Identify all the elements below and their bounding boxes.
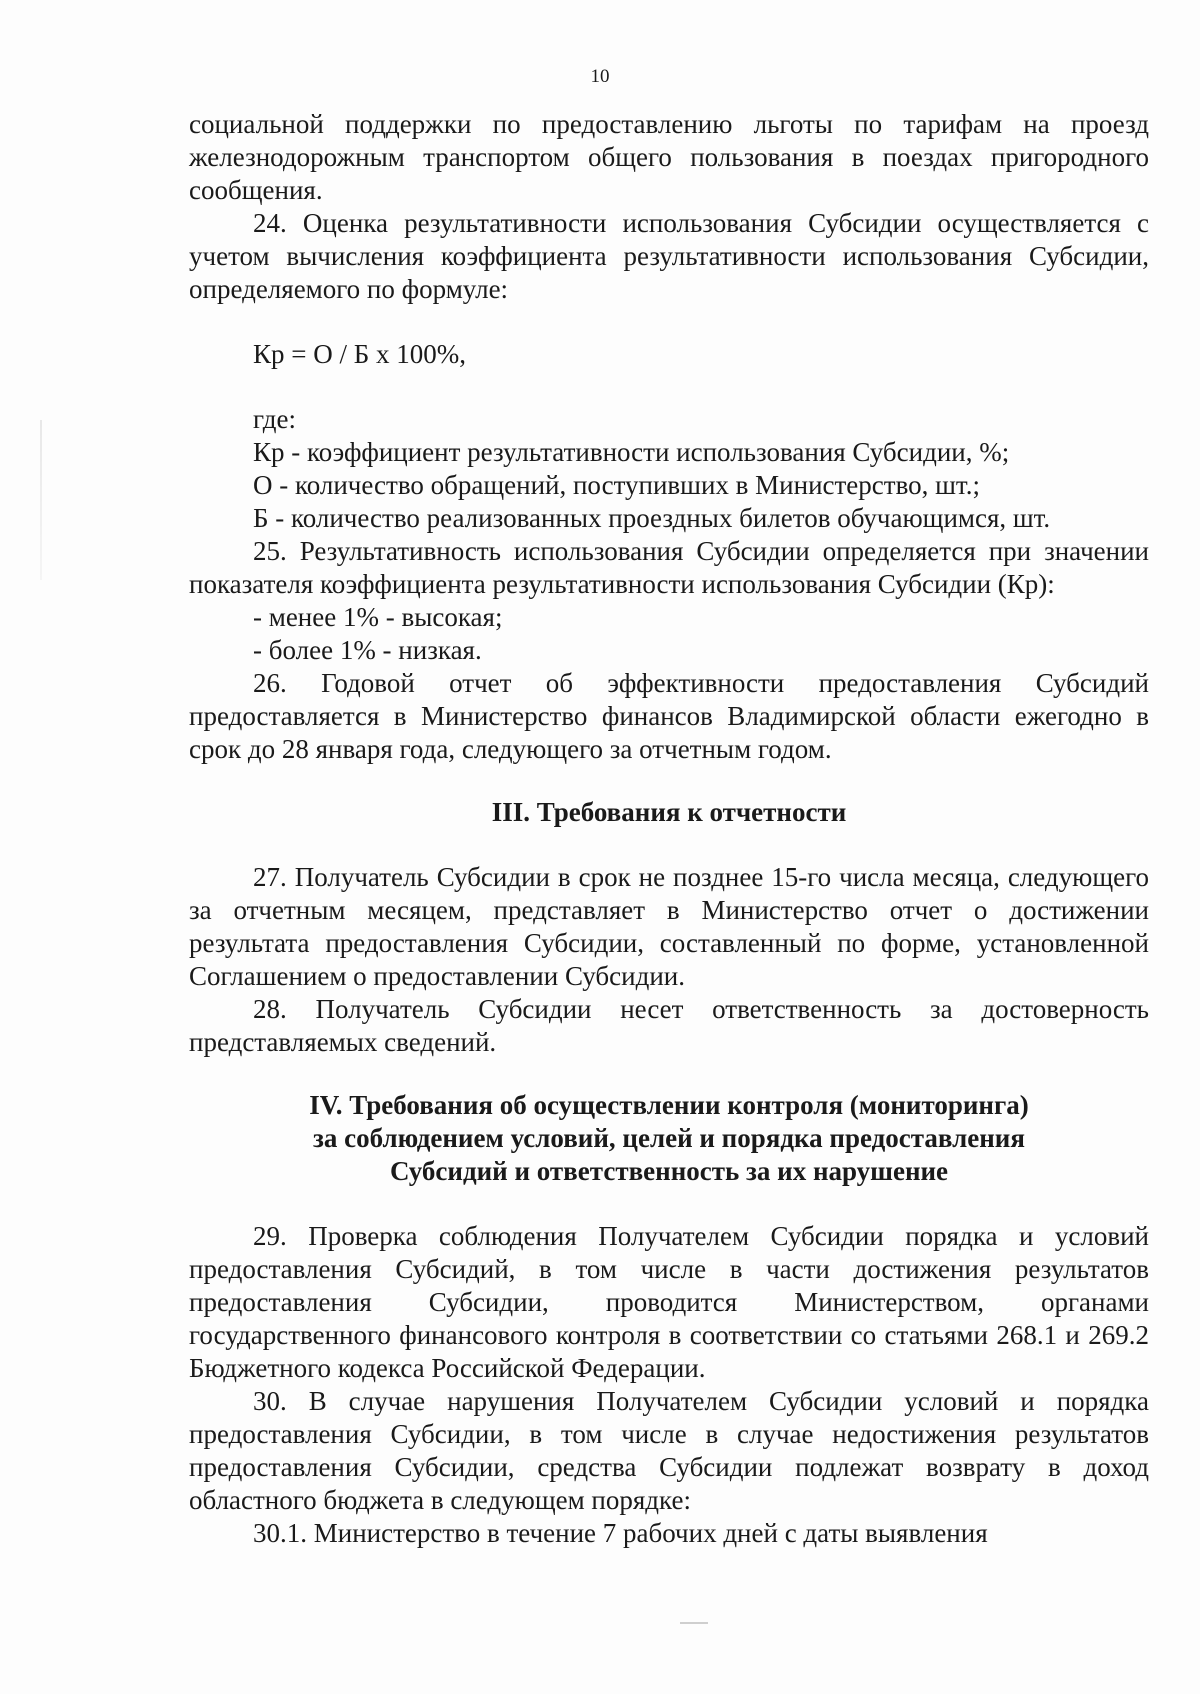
section-heading-3: III. Требования к отчетности — [491, 797, 847, 827]
paragraph-30-1: 30.1. Министерство в течение 7 рабочих дней с даты выявления — [253, 1518, 988, 1548]
formula-where: где: — [253, 404, 296, 434]
page-number: 10 — [590, 66, 610, 87]
paragraph-30: 30. В случае нарушения Получателем Субсидии условий и порядка предоставления Субсидии, в том числе в случае недостижения результатов предоставления Субсидии, средства Субсидии подлежат возврату в доход областного бюджета в следующем порядке: — [189, 1386, 1149, 1515]
paragraph-24: 24. Оценка результативности использования Субсидии осуществляется с учетом вычисления коэффициента результативности использования Субсидии, определяемого по формуле: — [189, 208, 1149, 304]
document-body — [189, 108, 1149, 1550]
section-heading-4 — [189, 1089, 1149, 1188]
section-heading-4-line-1: IV. Требования об осуществлении контроля (мониторинга) — [309, 1090, 1029, 1120]
section-heading-4-line-2: за соблюдением условий, целей и порядка предоставления — [313, 1123, 1025, 1153]
formula-term-o: О - количество обращений, поступивших в Министерство, шт.; — [253, 470, 980, 500]
scan-artifact — [40, 420, 42, 580]
list-item-less: - менее 1% - высокая; — [253, 602, 503, 632]
formula-term-b: Б - количество реализованных проездных билетов обучающимся, шт. — [253, 503, 1051, 533]
list-item-more: - более 1% - низкая. — [253, 635, 482, 665]
paragraph-26: 26. Годовой отчет об эффективности предоставления Субсидий предоставляется в Министерство финансов Владимирской области ежегодно в срок до 28 января года, следующего за отчетным годом. — [189, 668, 1149, 764]
formula: Кр = О / Б х 100%, — [253, 339, 466, 369]
section-heading-4-line-3: Субсидий и ответственность за их нарушение — [389, 1156, 949, 1186]
paragraph-27: 27. Получатель Субсидии в срок не позднее 15-го числа месяца, следующего за отчетным месяцем, представляет в Министерство отчет о достижении результата предоставления Субсидии, составленный по форме, установленной Соглашением о предоставлении Субсидии. — [189, 862, 1149, 991]
paragraph-29: 29. Проверка соблюдения Получателем Субсидии порядка и условий предоставления Субсидий, в том числе в части достижения результатов предоставления Субсидии, проводится Министерством, органами государственного финансового контроля в соответствии со статьями 268.1 и 269.2 Бюджетного кодекса Российской Федерации. — [189, 1221, 1149, 1383]
paragraph-25: 25. Результативность использования Субсидии определяется при значении показателя коэффициента результативности использования Субсидии (Кр): — [189, 536, 1149, 599]
paragraph-continuation: социальной поддержки по предоставлению льготы по тарифам на проезд железнодорожным транспортом общего пользования в поездах пригородного сообщения. — [189, 109, 1149, 205]
paragraph-28: 28. Получатель Субсидии несет ответственность за достоверность представляемых сведений. — [189, 994, 1149, 1057]
formula-term-kr: Кр - коэффициент результативности использования Субсидии, %; — [253, 437, 1010, 467]
scan-artifact-footer — [680, 1622, 708, 1624]
